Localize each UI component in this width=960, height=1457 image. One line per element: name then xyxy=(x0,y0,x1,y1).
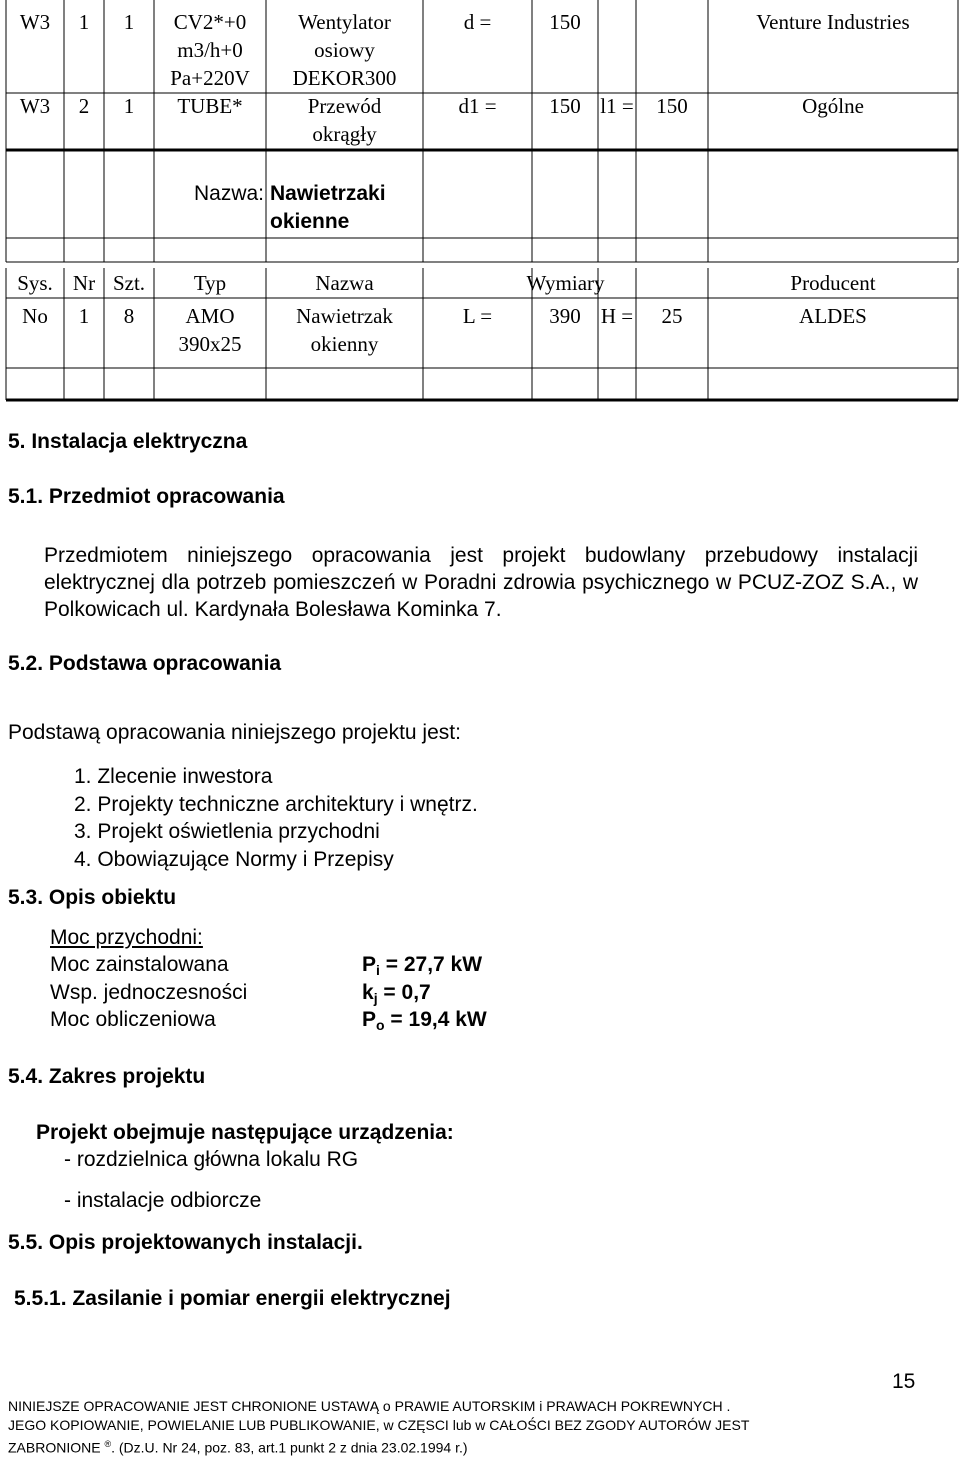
cell-producent: Venture Industries xyxy=(756,10,910,34)
section-5-4-heading: 5.4. Zakres projektu xyxy=(8,1065,206,1088)
cell-dim1-value: 150 xyxy=(549,94,581,118)
moc-value: $P_o = 19,4$ kW xyxy=(362,1008,487,1033)
section-5-1-paragraph: Przedmiotem niniejszego opracowania jest projekt budowlany przebudowy instalacji elektrycznej dla potrzeb pomieszczeń w Poradni zdrowia psychicznego w PCUZ-ZOZ S.A., w Polkowicach ul. Kardynała Bolesława Kominka 7. xyxy=(44,544,918,621)
cell-dim2-value: 150 xyxy=(656,94,688,118)
cell-szt: 1 xyxy=(123,10,135,34)
cell-producent: Ogólne xyxy=(802,94,864,118)
list-item: - rozdzielnica główna lokalu RG xyxy=(64,1148,359,1171)
cell-szt: 1 xyxy=(123,94,135,118)
header-nazwa: Nazwa xyxy=(315,271,374,295)
cell-sys: W3 xyxy=(19,94,51,118)
header-nr: Nr xyxy=(72,271,96,295)
footer-line-1: NINIEJSZE OPRACOWANIE JEST CHRONIONE USTAWĄ o PRAWIE AUTORSKIM i PRAWACH POKREWNYCH . xyxy=(8,1398,731,1414)
cell-dim2-value: 25 xyxy=(661,304,683,328)
footer-line-2: JEGO KOPIOWANIE, POWIELANIE LUB PUBLIKOWANIE, w CZĘSCI lub w CAŁOŚCI BEZ ZGODY AUTORÓW JEST xyxy=(8,1417,750,1433)
list-item: 4. Obowiązujące Normy i Przepisy xyxy=(74,847,394,871)
cell-szt: 8 xyxy=(123,304,135,328)
cell-dim1-label: L = xyxy=(462,304,493,328)
header-producent: Producent xyxy=(790,271,876,295)
moc-value: $P_i = 27,7$ kW xyxy=(362,953,483,978)
moc-heading: Moc przychodni: xyxy=(50,926,203,949)
header-szt: Szt. xyxy=(112,271,146,295)
cell-typ: TUBE* xyxy=(177,94,243,118)
section-5-3-heading: 5.3. Opis obiektu xyxy=(8,886,177,909)
header-typ: Typ xyxy=(193,271,227,295)
list-item: - instalacje odbiorcze xyxy=(64,1189,262,1212)
cell-nr: 2 xyxy=(78,94,90,118)
section-5-5-1-heading: 5.5.1. Zasilanie i pomiar energii elektrycznej xyxy=(14,1287,451,1310)
cell-dim1-value: 150 xyxy=(549,10,581,34)
cell-nazwa: Wentylator osiowy DEKOR300 xyxy=(292,10,397,90)
page-number: 15 xyxy=(892,1370,916,1393)
cell-dim1-value: 390 xyxy=(549,304,581,328)
cell-typ: CV2*+0 m3/h+0 Pa+220V xyxy=(170,10,250,90)
moc-label: Moc obliczeniowa xyxy=(50,1008,216,1031)
moc-value: $k_j = 0,7$ xyxy=(362,981,431,1006)
moc-label: Wsp. jednoczesności xyxy=(50,981,248,1004)
header-wymiary: Wymiary xyxy=(526,271,605,295)
header-sys: Sys. xyxy=(17,271,53,295)
group-label: Nazwa: xyxy=(193,182,264,205)
cell-nr: 1 xyxy=(78,304,90,328)
section-5-5-heading: 5.5. Opis projektowanych instalacji. xyxy=(8,1231,363,1254)
cell-producent: ALDES xyxy=(799,304,867,328)
cell-sys: W3 xyxy=(19,10,51,34)
cell-nazwa: Przewód okrągły xyxy=(307,94,382,146)
section-5-2-intro: Podstawą opracowania niniejszego projektu jest: xyxy=(8,721,461,744)
cell-nr: 1 xyxy=(78,10,90,34)
cell-nazwa: Nawietrzak okienny xyxy=(296,304,393,356)
section-5-2-list xyxy=(74,763,478,873)
list-item: 2. Projekty techniczne architektury i wnętrz. xyxy=(74,792,478,816)
section-5-1-heading: 5.1. Przedmiot opracowania xyxy=(8,485,285,508)
group-name: Nawietrzaki okienne xyxy=(270,182,386,233)
footer-line-3: ZABRONIONE ®. (Dz.U. Nr 24, poz. 83, art.1 punkt 2 z dnia 23.02.1994 r.) xyxy=(8,1439,468,1456)
cell-dim2-label: H = xyxy=(600,304,634,328)
cell-sys: No xyxy=(22,304,48,328)
cell-dim1-label: d1 = xyxy=(458,94,497,118)
table-grid xyxy=(0,0,960,410)
cell-typ: AMO 390x25 xyxy=(178,304,242,356)
cell-dim1-label: d = xyxy=(463,10,492,34)
cell-dim2-label: l1 = xyxy=(600,94,634,118)
section-5-2-heading: 5.2. Podstawa opracowania xyxy=(8,652,282,675)
section-5-heading: 5. Instalacja elektryczna xyxy=(8,430,248,453)
section-5-4-lead: Projekt obejmuje następujące urządzenia: xyxy=(36,1121,454,1144)
moc-label: Moc zainstalowana xyxy=(50,953,229,976)
list-item: 1. Zlecenie inwestora xyxy=(74,765,273,788)
list-item: 3. Projekt oświetlenia przychodni xyxy=(74,820,380,843)
